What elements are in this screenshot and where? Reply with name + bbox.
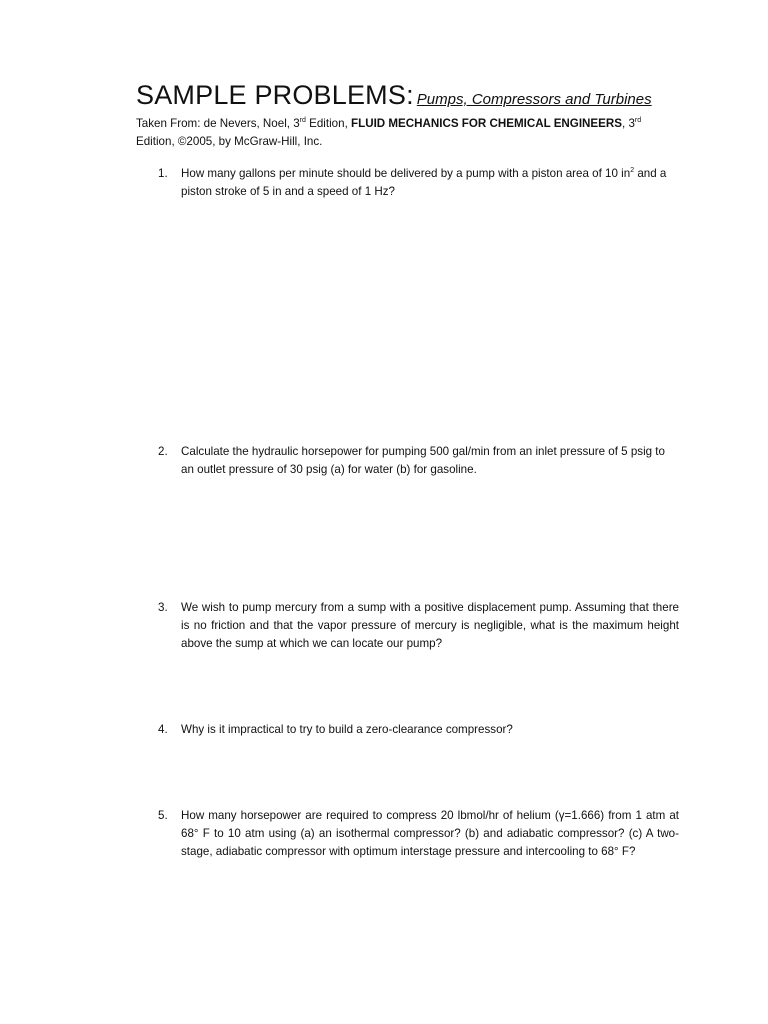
problem-number: 5. [158, 809, 168, 822]
citation-edition-word: Edition, [305, 117, 352, 130]
problem-text: Calculate the hydraulic horsepower for pumping 500 gal/min from an inlet pressure of 5 psig to an outlet pressure of 30 psig (a) for water (b) for gasoline. [181, 445, 665, 476]
problem-number: 3. [158, 601, 168, 614]
problem-number: 1. [158, 167, 168, 180]
problem-number: 2. [158, 445, 168, 458]
problem-item [158, 165, 679, 201]
problem-text: We wish to pump mercury from a sump with a positive displacement pump. Assuming that there is no friction and that the vapor pressure of mercury is negligible, what is the maximum height above the sump at which we can locate our pump? [181, 601, 679, 650]
problem-number: 4. [158, 723, 168, 736]
page-header [136, 80, 652, 111]
citation-edition-superscript-2: rd [634, 117, 642, 124]
problem-item [158, 721, 679, 739]
problem-text [181, 165, 679, 201]
problem-text: How many horsepower are required to compress 20 lbmol/hr of helium (γ=1.666) from 1 atm at 68° F to 10 atm using (a) an isothermal compressor? (b) and adiabatic compressor? (c) A two-stage, adiabatic compressor with optimum interstage pressure and intercooling to 68° F? [181, 809, 679, 858]
citation-after-title: , 3 [622, 117, 635, 130]
source-citation [136, 115, 681, 151]
problem-text-part-a: How many gallons per minute should be delivered by a pump with a piston area of 10 in [181, 167, 631, 180]
citation-book-title: FLUID MECHANICS FOR CHEMICAL ENGINEERS [351, 117, 622, 130]
citation-rest: Edition, ©2005, by McGraw-Hill, Inc. [136, 135, 323, 148]
problem-item [158, 443, 679, 479]
problem-text: Why is it impractical to try to build a zero-clearance compressor? [181, 723, 513, 736]
problem-item [158, 807, 679, 861]
citation-edition-superscript: rd [299, 117, 306, 124]
problem-superscript: 2 [630, 167, 635, 174]
page-subtitle: Pumps, Compressors and Turbines [416, 91, 652, 108]
page-title: SAMPLE PROBLEMS: [136, 80, 414, 110]
citation-prefix: Taken From: de Nevers, Noel, 3 [136, 117, 300, 130]
problem-item [158, 599, 679, 653]
problem-text-part-b: and a piston stroke of 5 in and a speed of 1 Hz? [181, 167, 667, 198]
